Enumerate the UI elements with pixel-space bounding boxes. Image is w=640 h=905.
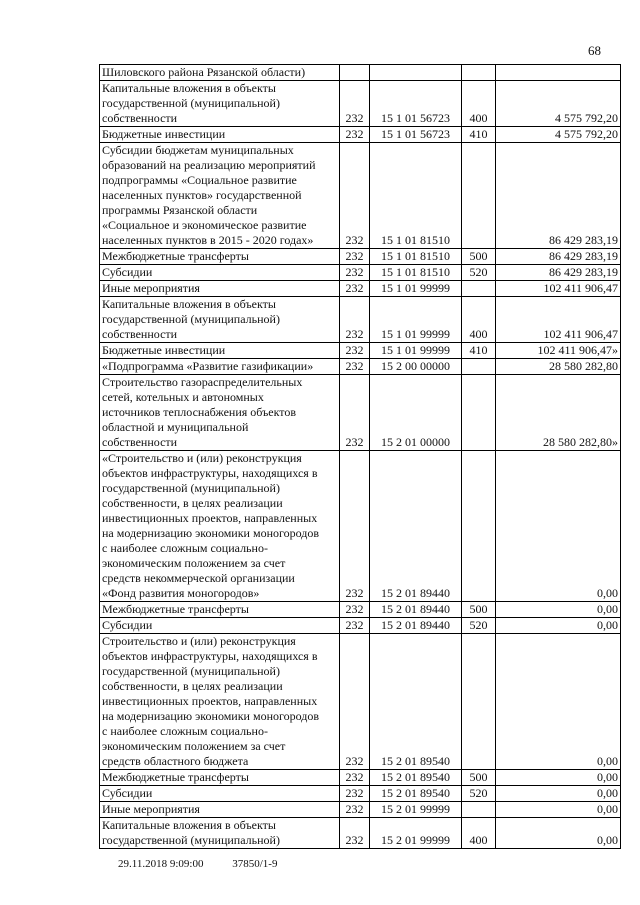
expense-type-code-cell bbox=[462, 281, 496, 297]
target-article-code-cell: 15 2 01 89540 bbox=[370, 786, 462, 802]
item-name-cell: «Строительство и (или) реконструкция объектов инфраструктуры, находящихся в государственной (муниципальной) собственности, в целях реализации инвестиционных проектов, направленных на модернизацию экономики моногородов с наиболее сложным социально- экономическим положением за счет средств некоммерческой организации «Фонд развития моногородов» bbox=[100, 451, 340, 602]
table-row bbox=[100, 249, 621, 265]
expense-type-code-cell bbox=[462, 375, 496, 451]
item-name-cell: Капитальные вложения в объекты государственной (муниципальной) собственности bbox=[100, 81, 340, 127]
department-code-cell: 232 bbox=[340, 127, 370, 143]
budget-table bbox=[99, 64, 621, 849]
table-row bbox=[100, 297, 621, 343]
target-article-code-cell: 15 1 01 81510 bbox=[370, 143, 462, 249]
table-row bbox=[100, 265, 621, 281]
item-name-cell: «Подпрограмма «Развитие газификации» bbox=[100, 359, 340, 375]
department-code-cell: 232 bbox=[340, 81, 370, 127]
table-row bbox=[100, 65, 621, 81]
expense-type-code-cell bbox=[462, 634, 496, 770]
table-row bbox=[100, 818, 621, 849]
amount-cell: 4 575 792,20 bbox=[496, 81, 621, 127]
item-name-cell: Строительство и (или) реконструкция объектов инфраструктуры, находящихся в государственной (муниципальной) собственности, в целях реализации инвестиционных проектов, направленных на модернизацию экономики моногородов с наиболее сложным социально- экономическим положением за счет средств областного бюджета bbox=[100, 634, 340, 770]
department-code-cell: 232 bbox=[340, 818, 370, 849]
amount-cell: 86 429 283,19 bbox=[496, 249, 621, 265]
amount-cell: 0,00 bbox=[496, 802, 621, 818]
budget-table-body bbox=[100, 65, 621, 849]
target-article-code-cell: 15 2 01 89440 bbox=[370, 602, 462, 618]
department-code-cell: 232 bbox=[340, 297, 370, 343]
table-row bbox=[100, 786, 621, 802]
amount-cell: 0,00 bbox=[496, 634, 621, 770]
item-name-cell: Субсидии bbox=[100, 618, 340, 634]
department-code-cell: 232 bbox=[340, 265, 370, 281]
expense-type-code-cell: 500 bbox=[462, 602, 496, 618]
department-code-cell: 232 bbox=[340, 770, 370, 786]
expense-type-code-cell: 520 bbox=[462, 786, 496, 802]
table-row bbox=[100, 359, 621, 375]
expense-type-code-cell bbox=[462, 802, 496, 818]
department-code-cell: 232 bbox=[340, 602, 370, 618]
department-code-cell: 232 bbox=[340, 343, 370, 359]
target-article-code-cell: 15 1 01 81510 bbox=[370, 249, 462, 265]
table-row bbox=[100, 634, 621, 770]
target-article-code-cell bbox=[370, 65, 462, 81]
department-code-cell: 232 bbox=[340, 359, 370, 375]
amount-cell: 0,00 bbox=[496, 818, 621, 849]
table-row bbox=[100, 451, 621, 602]
amount-cell: 102 411 906,47» bbox=[496, 343, 621, 359]
target-article-code-cell: 15 2 01 99999 bbox=[370, 802, 462, 818]
document-footer bbox=[118, 858, 303, 870]
target-article-code-cell: 15 1 01 99999 bbox=[370, 343, 462, 359]
amount-cell: 102 411 906,47 bbox=[496, 297, 621, 343]
table-row bbox=[100, 618, 621, 634]
item-name-cell: Иные мероприятия bbox=[100, 802, 340, 818]
item-name-cell: Бюджетные инвестиции bbox=[100, 343, 340, 359]
amount-cell: 4 575 792,20 bbox=[496, 127, 621, 143]
table-row bbox=[100, 143, 621, 249]
target-article-code-cell: 15 1 01 81510 bbox=[370, 265, 462, 281]
table-row bbox=[100, 281, 621, 297]
department-code-cell: 232 bbox=[340, 375, 370, 451]
expense-type-code-cell: 410 bbox=[462, 343, 496, 359]
table-row bbox=[100, 602, 621, 618]
department-code-cell: 232 bbox=[340, 249, 370, 265]
target-article-code-cell: 15 2 01 99999 bbox=[370, 818, 462, 849]
department-code-cell: 232 bbox=[340, 281, 370, 297]
target-article-code-cell: 15 2 01 89440 bbox=[370, 451, 462, 602]
expense-type-code-cell: 400 bbox=[462, 297, 496, 343]
item-name-cell: Межбюджетные трансферты bbox=[100, 770, 340, 786]
item-name-cell: Субсидии bbox=[100, 786, 340, 802]
target-article-code-cell: 15 1 01 99999 bbox=[370, 297, 462, 343]
expense-type-code-cell: 500 bbox=[462, 249, 496, 265]
table-row bbox=[100, 770, 621, 786]
item-name-cell: Капитальные вложения в объекты государственной (муниципальной) bbox=[100, 818, 340, 849]
amount-cell: 0,00 bbox=[496, 770, 621, 786]
expense-type-code-cell bbox=[462, 451, 496, 602]
table-row bbox=[100, 343, 621, 359]
expense-type-code-cell bbox=[462, 143, 496, 249]
target-article-code-cell: 15 2 01 89540 bbox=[370, 770, 462, 786]
amount-cell: 0,00 bbox=[496, 786, 621, 802]
page-number: 68 bbox=[588, 43, 601, 58]
expense-type-code-cell: 400 bbox=[462, 81, 496, 127]
target-article-code-cell: 15 1 01 56723 bbox=[370, 81, 462, 127]
department-code-cell: 232 bbox=[340, 802, 370, 818]
item-name-cell: Субсидии бюджетам муниципальных образований на реализацию мероприятий подпрограммы «Социальное развитие населенных пунктов» государственной программы Рязанской области «Социальное и экономическое развитие населенных пунктов в 2015 - 2020 годах» bbox=[100, 143, 340, 249]
expense-type-code-cell: 410 bbox=[462, 127, 496, 143]
department-code-cell: 232 bbox=[340, 451, 370, 602]
table-row bbox=[100, 127, 621, 143]
amount-cell: 86 429 283,19 bbox=[496, 143, 621, 249]
department-code-cell: 232 bbox=[340, 143, 370, 249]
department-code-cell: 232 bbox=[340, 634, 370, 770]
department-code-cell bbox=[340, 65, 370, 81]
target-article-code-cell: 15 2 01 89540 bbox=[370, 634, 462, 770]
target-article-code-cell: 15 1 01 99999 bbox=[370, 281, 462, 297]
expense-type-code-cell: 400 bbox=[462, 818, 496, 849]
amount-cell: 0,00 bbox=[496, 602, 621, 618]
item-name-cell: Бюджетные инвестиции bbox=[100, 127, 340, 143]
department-code-cell: 232 bbox=[340, 786, 370, 802]
amount-cell: 28 580 282,80» bbox=[496, 375, 621, 451]
target-article-code-cell: 15 2 01 89440 bbox=[370, 618, 462, 634]
item-name-cell: Шиловского района Рязанской области) bbox=[100, 65, 340, 81]
target-article-code-cell: 15 2 01 00000 bbox=[370, 375, 462, 451]
amount-cell: 0,00 bbox=[496, 618, 621, 634]
table-row bbox=[100, 802, 621, 818]
amount-cell bbox=[496, 65, 621, 81]
table-row bbox=[100, 375, 621, 451]
expense-type-code-cell bbox=[462, 359, 496, 375]
item-name-cell: Межбюджетные трансферты bbox=[100, 249, 340, 265]
amount-cell: 0,00 bbox=[496, 451, 621, 602]
amount-cell: 102 411 906,47 bbox=[496, 281, 621, 297]
expense-type-code-cell: 520 bbox=[462, 618, 496, 634]
item-name-cell: Субсидии bbox=[100, 265, 340, 281]
item-name-cell: Строительство газораспределительных сетей, котельных и автономных источников теплоснабжения объектов областной и муниципальной собственности bbox=[100, 375, 340, 451]
expense-type-code-cell bbox=[462, 65, 496, 81]
expense-type-code-cell: 500 bbox=[462, 770, 496, 786]
target-article-code-cell: 15 2 00 00000 bbox=[370, 359, 462, 375]
item-name-cell: Капитальные вложения в объекты государственной (муниципальной) собственности bbox=[100, 297, 340, 343]
item-name-cell: Иные мероприятия bbox=[100, 281, 340, 297]
amount-cell: 86 429 283,19 bbox=[496, 265, 621, 281]
footer-document-code: 37850/1-9 bbox=[232, 858, 278, 870]
department-code-cell: 232 bbox=[340, 618, 370, 634]
expense-type-code-cell: 520 bbox=[462, 265, 496, 281]
footer-timestamp: 29.11.2018 9:09:00 bbox=[118, 858, 204, 870]
table-row bbox=[100, 81, 621, 127]
item-name-cell: Межбюджетные трансферты bbox=[100, 602, 340, 618]
amount-cell: 28 580 282,80 bbox=[496, 359, 621, 375]
target-article-code-cell: 15 1 01 56723 bbox=[370, 127, 462, 143]
